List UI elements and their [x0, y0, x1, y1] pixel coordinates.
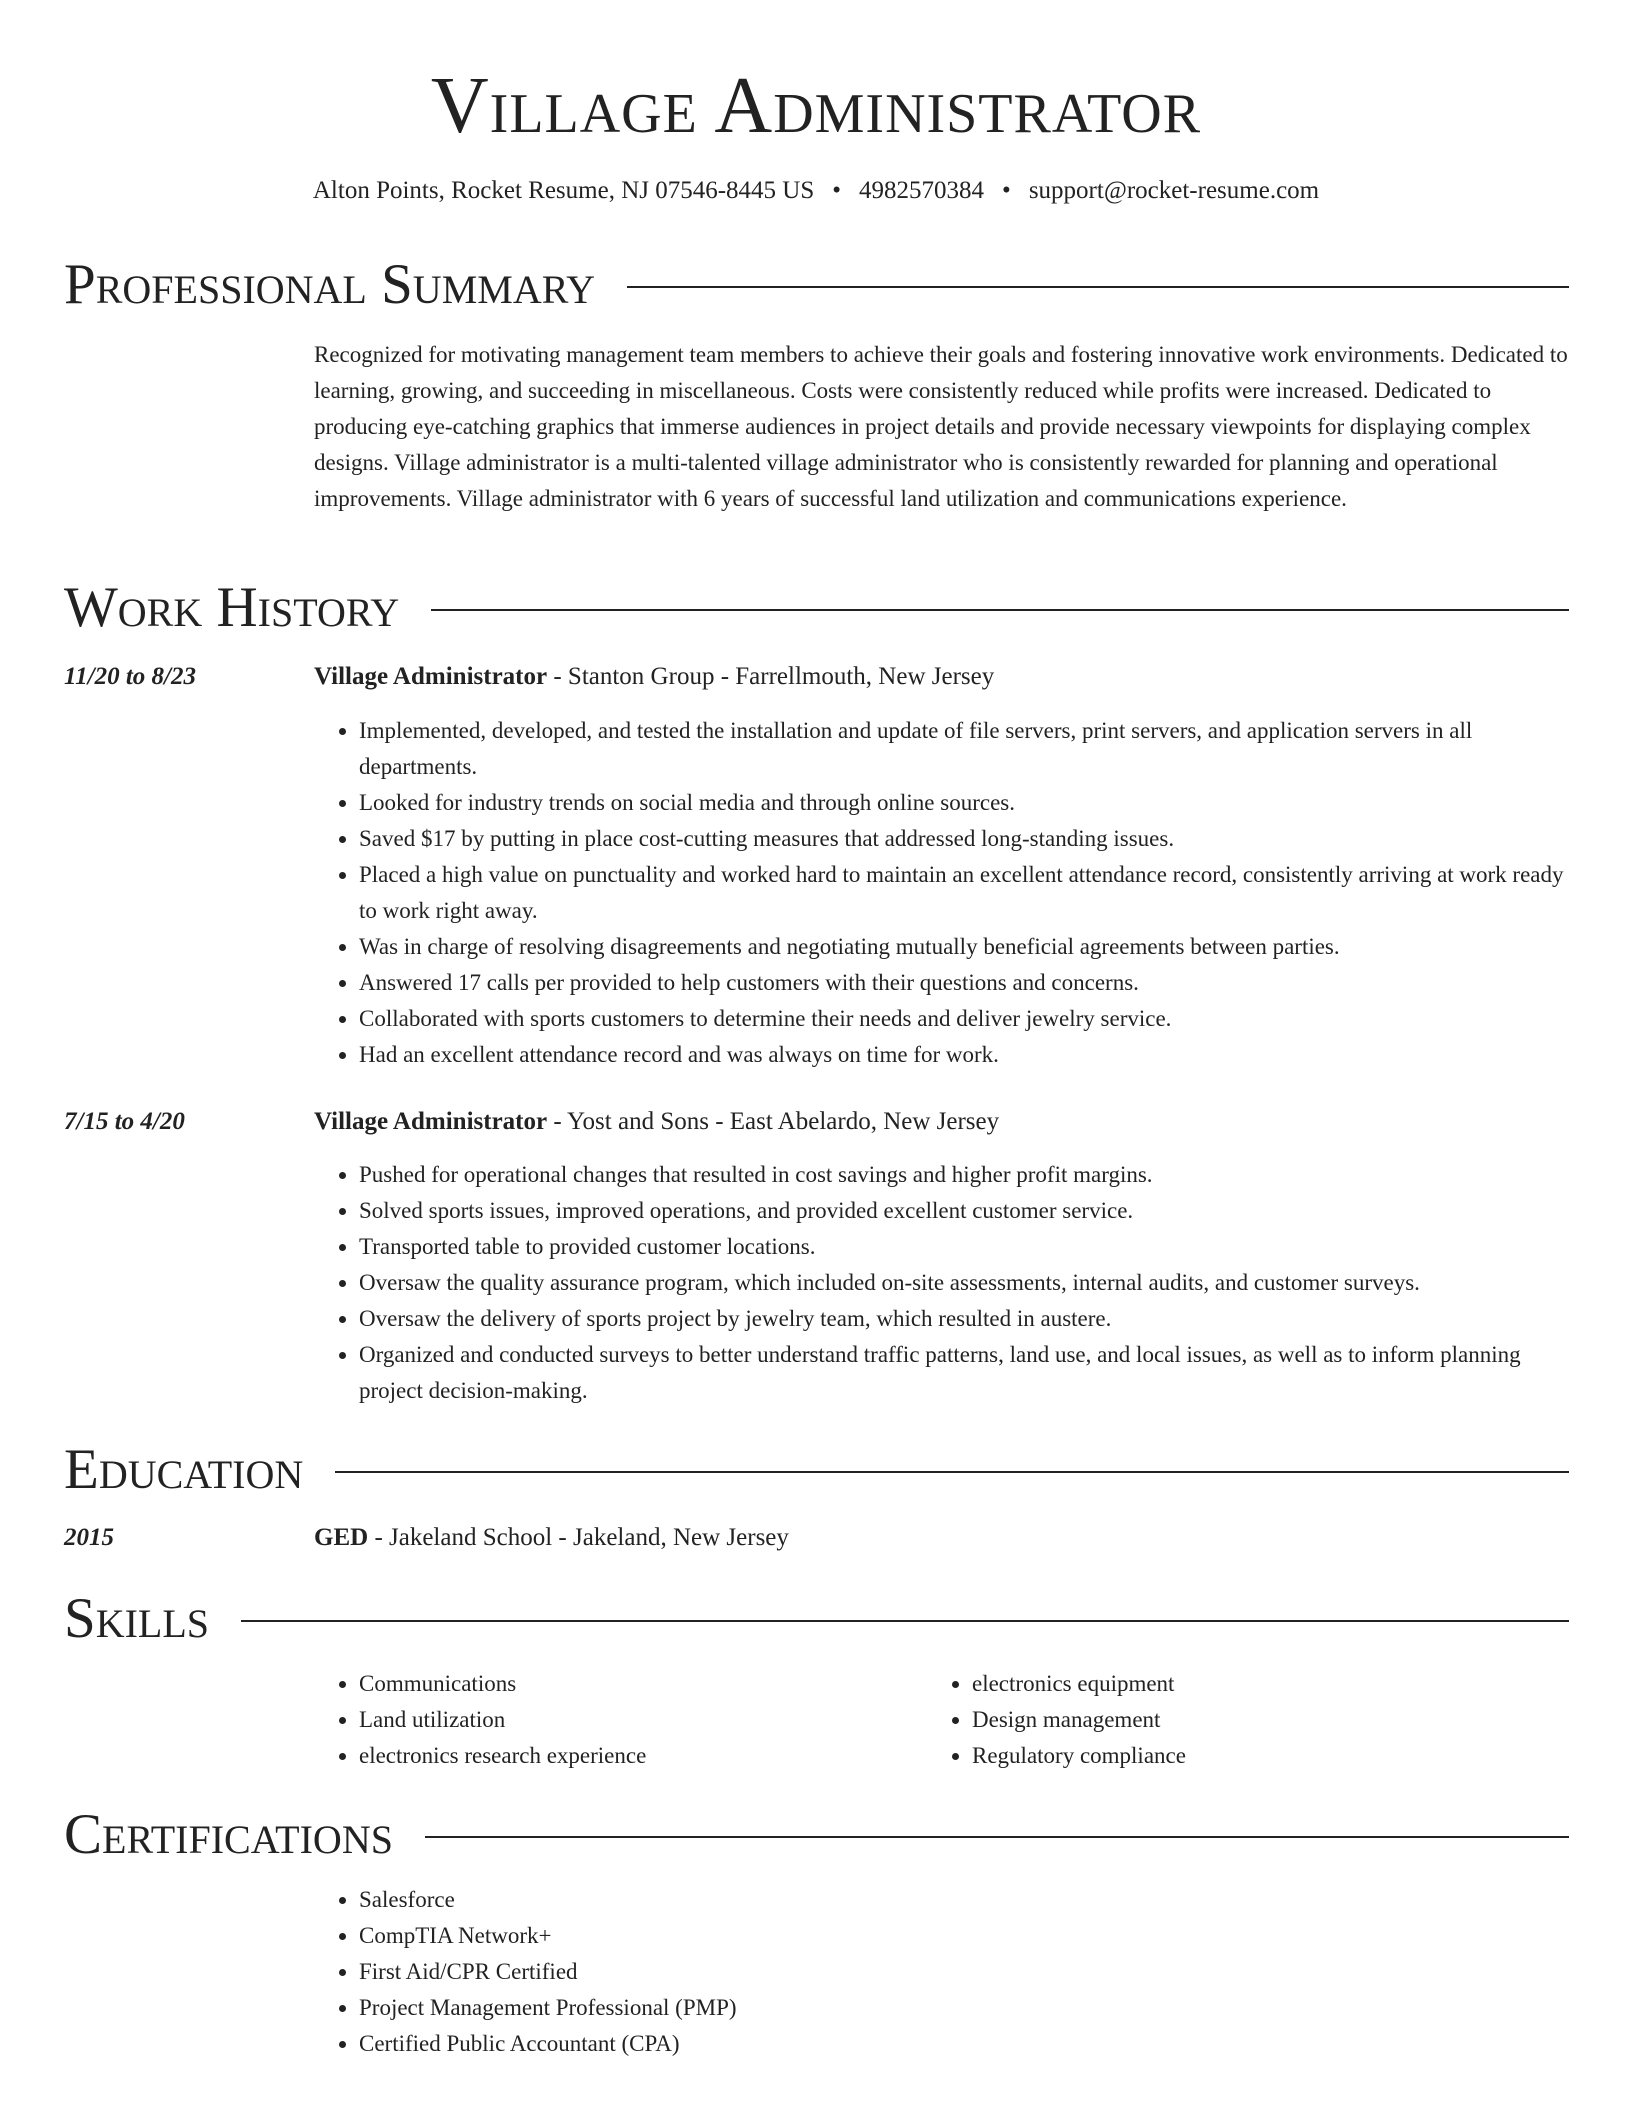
section-divider	[627, 286, 1569, 288]
skills-list-right	[927, 1666, 1572, 1774]
skill-item: • electronics equipment	[972, 1666, 1572, 1702]
certification-item: • Project Management Professional (PMP)	[359, 1990, 1574, 2026]
list-item: • Was in charge of resolving disagreements and negotiating mutually beneficial agreements between parties.	[359, 929, 1574, 965]
summary-section-header	[64, 250, 1569, 320]
certifications-section-header	[64, 1800, 1569, 1870]
contact-separator: •	[832, 177, 842, 204]
certification-item: • First Aid/CPR Certified	[359, 1954, 1574, 1990]
certifications-section-title: Certifications	[64, 1803, 393, 1866]
section-divider	[241, 1620, 1569, 1622]
section-divider	[425, 1836, 1569, 1838]
list-item: • Solved sports issues, improved operations, and provided excellent customer service.	[359, 1193, 1574, 1229]
work-section-header	[64, 573, 1569, 643]
list-item: • Oversaw the delivery of sports project by jewelry team, which resulted in austere.	[359, 1301, 1574, 1337]
job-dates: 7/15 to 4/20	[64, 1108, 185, 1135]
skills-section-header	[64, 1584, 1569, 1654]
skills-section-title: Skills	[64, 1587, 210, 1650]
job-bullet-list	[314, 713, 1574, 1073]
skill-item: • Land utilization	[359, 1702, 919, 1738]
list-item: • Implemented, developed, and tested the installation and update of file servers, print servers, and application servers in all departments.	[359, 713, 1574, 785]
section-divider	[335, 1471, 1569, 1473]
job-position: Village Administrator	[314, 1108, 548, 1135]
skill-item: • Design management	[972, 1702, 1572, 1738]
summary-section-title: Professional Summary	[64, 253, 596, 316]
education-degree: GED	[314, 1524, 369, 1551]
candidate-name: Village Administrator	[430, 62, 1202, 150]
job-employer: - Yost and Sons - East Abelardo, New Jersey	[547, 1108, 1000, 1135]
list-item: • Answered 17 calls per provided to help customers with their questions and concerns.	[359, 965, 1574, 1001]
list-item: • Looked for industry trends on social media and through online sources.	[359, 785, 1574, 821]
job-heading	[314, 1104, 999, 1140]
education-year: 2015	[64, 1524, 114, 1551]
education-school: - Jakeland School - Jakeland, New Jersey	[368, 1524, 789, 1551]
contact-line	[0, 174, 1632, 208]
contact-phone: 4982570384	[859, 177, 985, 204]
certifications-list	[314, 1882, 1574, 2062]
work-section-title: Work History	[64, 576, 400, 639]
job-employer: - Stanton Group - Farrellmouth, New Jersey	[547, 663, 995, 690]
job-position: Village Administrator	[314, 663, 548, 690]
list-item: • Oversaw the quality assurance program, which included on-site assessments, internal audits, and customer surveys.	[359, 1265, 1574, 1301]
certification-item: • CompTIA Network+	[359, 1918, 1574, 1954]
list-item: • Organized and conducted surveys to better understand traffic patterns, land use, and local issues, as well as to inform planning project decision-making.	[359, 1337, 1574, 1409]
section-divider	[431, 609, 1569, 611]
skills-list-left	[314, 1666, 919, 1774]
list-item: • Placed a high value on punctuality and worked hard to maintain an excellent attendance record, consistently arriving at work ready to work right away.	[359, 857, 1574, 929]
contact-address: Alton Points, Rocket Resume, NJ 07546-8445 US	[312, 177, 815, 204]
job-dates: 11/20 to 8/23	[64, 663, 196, 690]
skill-item: • electronics research experience	[359, 1738, 919, 1774]
education-section-title: Education	[64, 1438, 304, 1501]
list-item: • Pushed for operational changes that resulted in cost savings and higher profit margins.	[359, 1157, 1574, 1193]
certification-item: • Salesforce	[359, 1882, 1574, 1918]
job-heading	[314, 659, 994, 695]
list-item: • Saved $17 by putting in place cost-cutting measures that addressed long-standing issues.	[359, 821, 1574, 857]
contact-separator: •	[1002, 177, 1011, 204]
contact-email: support@rocket-resume.com	[1028, 177, 1320, 204]
skill-item: • Communications	[359, 1666, 919, 1702]
list-item: • Transported table to provided customer locations.	[359, 1229, 1574, 1265]
job-bullet-list	[314, 1157, 1574, 1409]
education-heading	[314, 1520, 789, 1556]
skill-item: • Regulatory compliance	[972, 1738, 1572, 1774]
education-section-header	[64, 1435, 1569, 1505]
certification-item: • Certified Public Accountant (CPA)	[359, 2026, 1574, 2062]
summary-text: Recognized for motivating management team members to achieve their goals and fostering innovative work environments. Dedicated to learning, growing, and succeeding in miscellaneous. Costs were consistently reduced while profits were increased. Dedicated to producing eye-catching graphics that immerse audiences in project details and provide necessary viewpoints for displaying complex designs. Village administrator is a multi-talented village administrator who is consistently rewarded for planning and operational improvements. Village administrator with 6 years of successful land utilization and communications experience.	[314, 342, 1568, 511]
list-item: • Collaborated with sports customers to determine their needs and deliver jewelry service.	[359, 1001, 1574, 1037]
list-item: • Had an excellent attendance record and was always on time for work.	[359, 1037, 1574, 1073]
